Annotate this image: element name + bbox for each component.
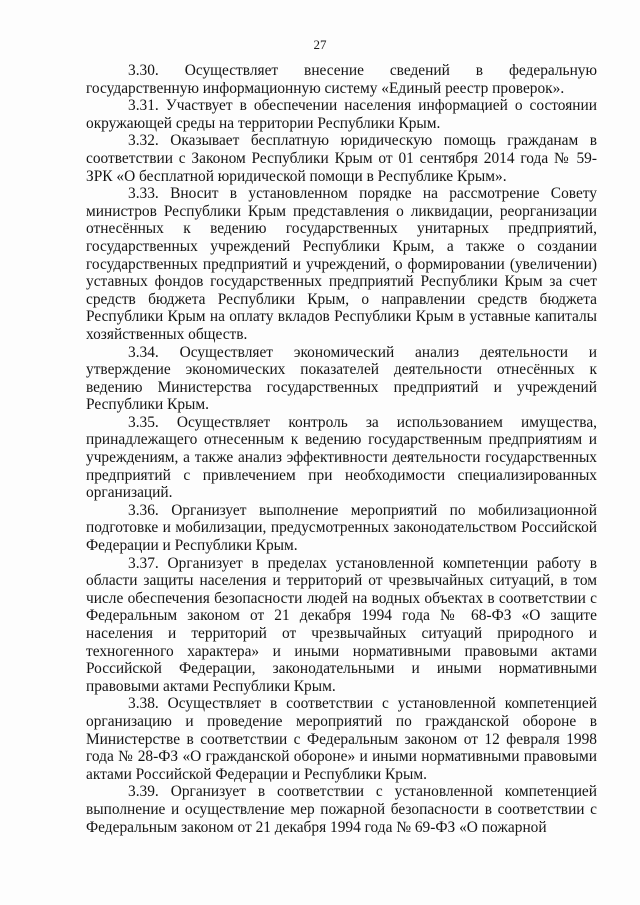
paragraph-3-32 [86,132,597,185]
paragraph-text: Участвует в обеспечении населения информацией о состоянии окружающей среды на территории Республики Крым. [86,97,597,132]
paragraph-number: 3.31. [128,97,159,115]
paragraph-3-34 [86,344,597,414]
paragraph-3-31 [86,97,597,132]
paragraph-number: 3.32. [128,132,159,150]
paragraph-number: 3.39. [128,783,159,801]
paragraph-number: 3.30. [128,62,159,79]
paragraph-text: Организует выполнение мероприятий по мобилизационной подготовке и мобилизации, предусмотренных законодательством Российской Федерации и Республики Крым. [86,501,597,555]
paragraph-text: Организует в пределах установленной компетенции работу в области защиты населения и территорий от чрезвычайных ситуаций, в том числе обеспечения безопасности людей на водных объектах в соответствии с Федеральным законом от 21 декабря 1994 года № 68-ФЗ «О защите населения и территорий от чрезвычайных ситуаций природного и техногенного характера» и иными нормативными правовыми актами Российской Федерации, законодательными и иными нормативными правовыми актами Республики Крым. [86,554,597,695]
document-body [86,62,597,836]
paragraph-3-30 [86,62,597,97]
paragraph-text: Вносит в установленном порядке на рассмотрение Совету министров Республики Крым представления о ликвидации, реорганизации отнесённых к ведению государственных унитарных предприятий, государственных учреждений Республики Крым, а также о создании государственных предприятий и учреждений, о формировании (увеличении) уставных фондов государственных предприятий Республики Крым за счет средств бюджета Республики Крым, о направлении средств бюджета Республики Крым на оплату вкладов Республики Крым в уставные капиталы хозяйственных обществ. [86,185,597,343]
paragraph-number: 3.35. [128,413,159,431]
paragraph-text: Осуществляет в соответствии с установленной компетенцией организацию и проведение мероприятий по гражданской обороне в Министерстве в соответствии с Федеральным законом от 12 февраля 1998 года № 28-ФЗ «О гражданской обороне» и иными нормативными правовыми актами Российской Федерации и Республики Крым. [86,695,597,783]
paragraph-3-33 [86,185,597,343]
paragraph-3-37 [86,555,597,696]
paragraph-3-35 [86,414,597,502]
paragraph-number: 3.37. [128,554,159,572]
paragraph-text: Осуществляет внесение сведений в федеральную государственную информационную систему «Единый реестр проверок». [86,62,597,97]
paragraph-number: 3.33. [128,185,159,203]
paragraph-3-38 [86,695,597,783]
paragraph-text: Организует в соответствии с установленной компетенцией выполнение и осуществление мер пожарной безопасности в соответствии с Федеральным законом от 21 декабря 1994 года № 69-ФЗ «О пожарной [86,783,597,836]
paragraph-number: 3.38. [128,695,159,713]
page-number: 27 [313,37,327,52]
paragraph-number: 3.34. [128,343,159,361]
paragraph-text: Осуществляет контроль за использованием имущества, принадлежащего отнесенным к ведению государственным предприятиям и учреждениям, а также анализ эффективности деятельности государственных предприятий с привлечением при необходимости специализированных организаций. [86,413,597,502]
paragraph-text: Оказывает бесплатную юридическую помощь гражданам в соответствии с Законом Республики Крым от 01 сентября 2014 года № 59-ЗРК «О бесплатной юридической помощи в Республике Крым». [86,132,597,185]
paragraph-3-36 [86,502,597,555]
paragraph-number: 3.36. [128,501,159,519]
paragraph-text: Осуществляет экономический анализ деятельности и утверждение экономических показателей деятельности отнесённых к ведению Министерства государственных предприятий и учреждений Республики Крым. [86,343,597,414]
paragraph-3-39 [86,783,597,836]
